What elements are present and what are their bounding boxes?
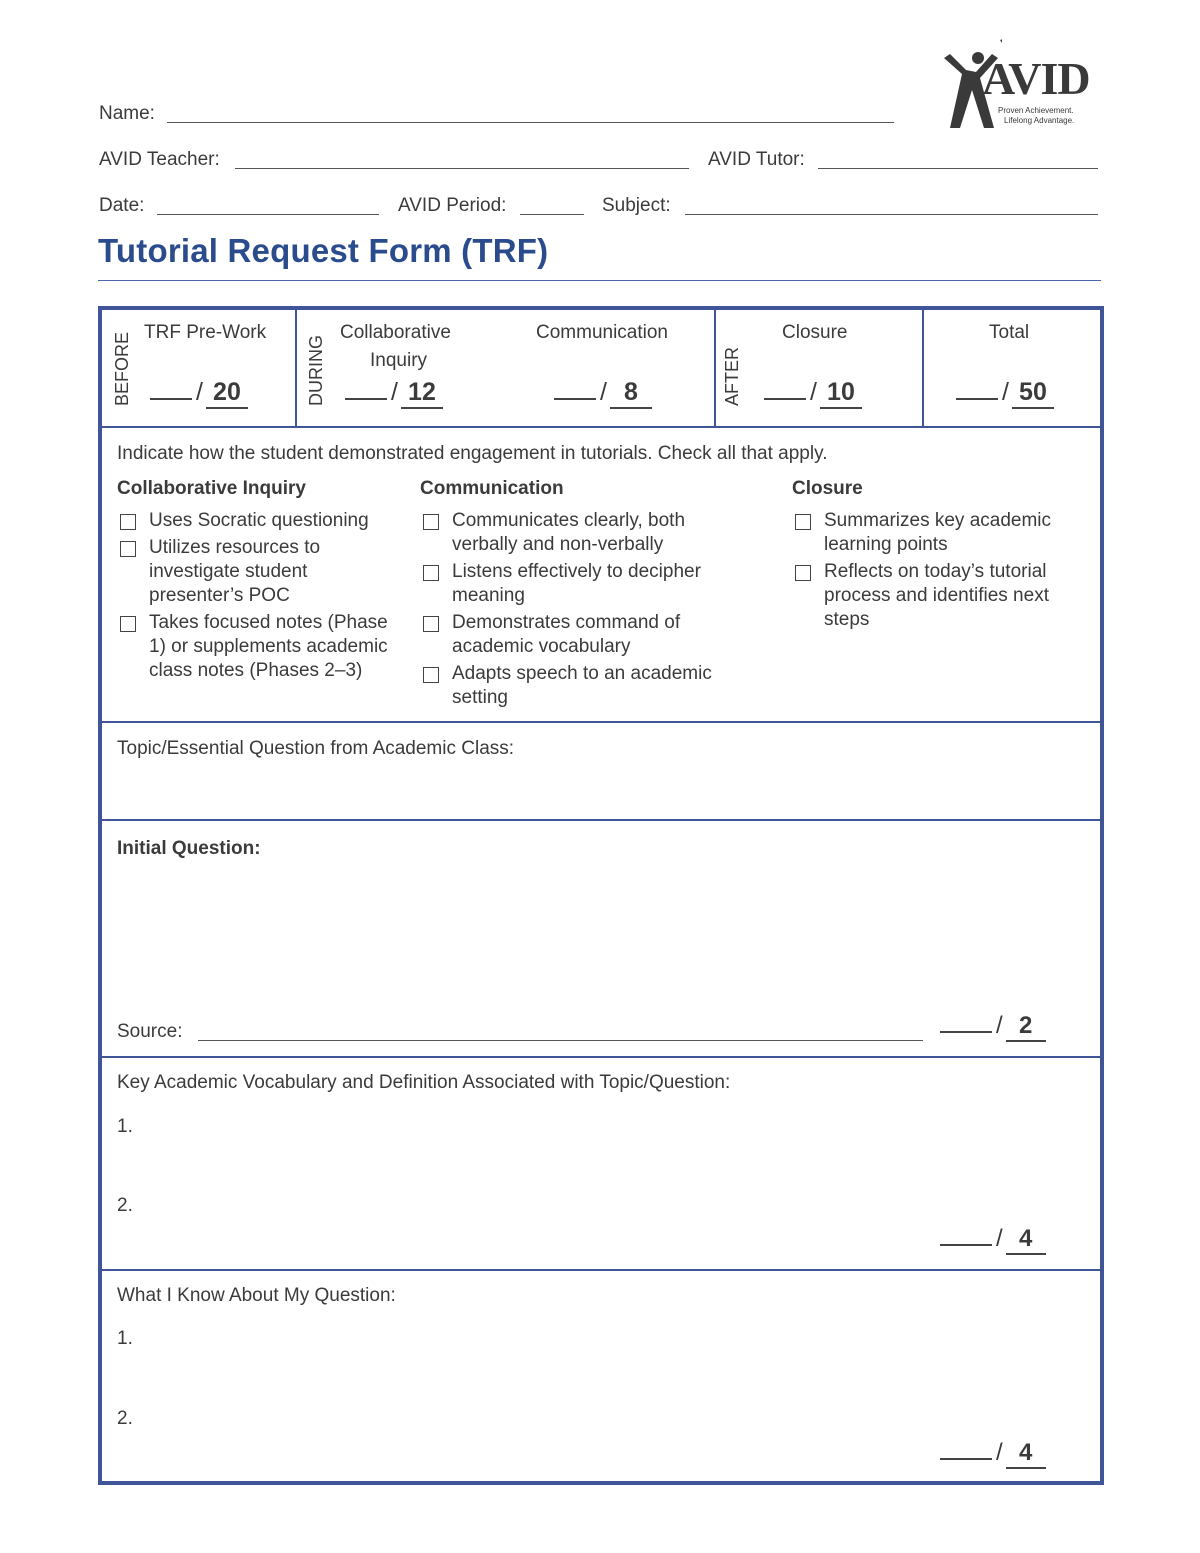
what-i-know-label: What I Know About My Question: xyxy=(117,1285,396,1306)
engagement-instruction: Indicate how the student demonstrated engagement in tutorials. Check all that apply. xyxy=(117,443,828,464)
name-field[interactable] xyxy=(167,122,894,123)
closure-score[interactable]: / 10 xyxy=(764,378,862,409)
collab-item-1: Uses Socratic questioning xyxy=(149,510,369,531)
name-label: Name: xyxy=(99,103,155,124)
divider-after-total xyxy=(922,310,924,428)
what-i-know-max: 4 xyxy=(1006,1439,1046,1469)
collab-score[interactable]: / 12 xyxy=(345,378,443,409)
page-title: Tutorial Request Form (TRF) xyxy=(98,232,549,269)
comm-checkbox-3[interactable] xyxy=(423,616,439,632)
prework-label: TRF Pre-Work xyxy=(144,322,267,343)
prework-score[interactable]: / 20 xyxy=(150,378,248,409)
collab-item-3: Takes focused notes (Phase 1) or supplements academic class notes (Phases 2–3) xyxy=(149,612,388,681)
divider-during-after xyxy=(714,310,716,428)
vocabulary-points-blank[interactable] xyxy=(940,1244,992,1246)
comm-checkbox-2[interactable] xyxy=(423,565,439,581)
collab-label-2: Inquiry xyxy=(370,350,428,371)
closure-checkbox-2[interactable] xyxy=(795,565,811,581)
what-i-know-item-1[interactable]: 1. xyxy=(117,1328,133,1349)
comm-item-2: Listens effectively to decipher meaning xyxy=(452,561,701,606)
source-field[interactable] xyxy=(198,1040,923,1041)
teacher-label: AVID Teacher: xyxy=(99,149,220,170)
communication-score[interactable]: / 8 xyxy=(554,378,652,409)
date-label: Date: xyxy=(99,195,145,216)
initial-question-label: Initial Question: xyxy=(117,838,261,859)
subject-label: Subject: xyxy=(602,195,671,216)
subject-field[interactable] xyxy=(685,214,1098,215)
collab-max: 12 xyxy=(401,378,443,409)
divider-before-during xyxy=(295,310,297,428)
closure-item-1: Summarizes key academic learning points xyxy=(824,510,1052,555)
collab-item-2: Utilizes resources to investigate student presenter’s POC xyxy=(149,537,321,606)
prework-score-blank[interactable] xyxy=(150,398,192,400)
title-divider xyxy=(98,280,1101,281)
source-label: Source: xyxy=(117,1021,183,1042)
initial-question-max: 2 xyxy=(1006,1012,1046,1042)
date-field[interactable] xyxy=(157,214,379,215)
collab-checkbox-2[interactable] xyxy=(120,541,136,557)
communication-score-blank[interactable] xyxy=(554,398,596,400)
closure-heading: Closure xyxy=(792,478,863,499)
period-field[interactable] xyxy=(520,214,584,215)
after-label: AFTER xyxy=(722,346,742,406)
initial-question-points[interactable]: / 2 xyxy=(940,1012,1046,1042)
closure-checkbox-1[interactable] xyxy=(795,514,811,530)
during-label: DURING xyxy=(306,335,326,406)
vocabulary-points[interactable]: / 4 xyxy=(940,1225,1046,1255)
what-i-know-points[interactable]: / 4 xyxy=(940,1439,1046,1469)
logo-tagline-1: Proven Achievement. xyxy=(998,106,1074,115)
comm-checkbox-4[interactable] xyxy=(423,667,439,683)
total-score-blank[interactable] xyxy=(956,398,998,400)
initial-question-answer-area[interactable] xyxy=(104,866,1098,1006)
comm-item-4: Adapts speech to an academic setting xyxy=(452,663,712,708)
total-max: 50 xyxy=(1012,378,1054,409)
total-label: Total xyxy=(989,322,1030,343)
topic-answer-area[interactable] xyxy=(104,765,1098,815)
comm-item-3: Demonstrates command of academic vocabulary xyxy=(452,612,681,657)
what-i-know-item-2[interactable]: 2. xyxy=(117,1408,133,1429)
logo-tagline-2: Lifelong Advantage. xyxy=(1004,116,1075,125)
what-i-know-points-blank[interactable] xyxy=(940,1458,992,1460)
row-divider-5 xyxy=(102,1269,1100,1271)
before-label: BEFORE xyxy=(112,331,132,406)
teacher-field[interactable] xyxy=(235,168,689,169)
avid-logo xyxy=(940,34,1110,134)
comm-heading: Communication xyxy=(420,478,564,499)
vocabulary-item-2[interactable]: 2. xyxy=(117,1195,133,1216)
closure-max: 10 xyxy=(820,378,862,409)
closure-label: Closure xyxy=(782,322,848,343)
communication-label: Communication xyxy=(536,322,668,343)
collab-checkbox-1[interactable] xyxy=(120,514,136,530)
tutor-label: AVID Tutor: xyxy=(708,149,805,170)
row-divider-3 xyxy=(102,819,1100,821)
collab-score-blank[interactable] xyxy=(345,398,387,400)
avid-wordmark: AVID xyxy=(982,53,1090,104)
vocabulary-max: 4 xyxy=(1006,1225,1046,1255)
collab-checkbox-3[interactable] xyxy=(120,616,136,632)
vocabulary-label: Key Academic Vocabulary and Definition Associated with Topic/Question: xyxy=(117,1072,731,1093)
closure-score-blank[interactable] xyxy=(764,398,806,400)
prework-max: 20 xyxy=(206,378,248,409)
total-score[interactable]: / 50 xyxy=(956,378,1054,409)
comm-checkbox-1[interactable] xyxy=(423,514,439,530)
tutor-field[interactable] xyxy=(818,168,1098,169)
communication-max: 8 xyxy=(610,378,652,409)
row-divider-4 xyxy=(102,1056,1100,1058)
comm-item-1: Communicates clearly, both verbally and non-verbally xyxy=(452,510,686,555)
row-divider-2 xyxy=(102,721,1100,723)
vocabulary-item-1[interactable]: 1. xyxy=(117,1116,133,1137)
row-divider-1 xyxy=(102,426,1100,428)
form-frame xyxy=(98,306,1104,1485)
collab-heading: Collaborative Inquiry xyxy=(117,478,306,499)
topic-label: Topic/Essential Question from Academic Class: xyxy=(117,738,515,759)
closure-item-2: Reflects on today’s tutorial process and identifies next steps xyxy=(824,561,1049,630)
collab-label-1: Collaborative xyxy=(340,322,451,343)
initial-question-points-blank[interactable] xyxy=(940,1031,992,1033)
period-label: AVID Period: xyxy=(398,195,507,216)
